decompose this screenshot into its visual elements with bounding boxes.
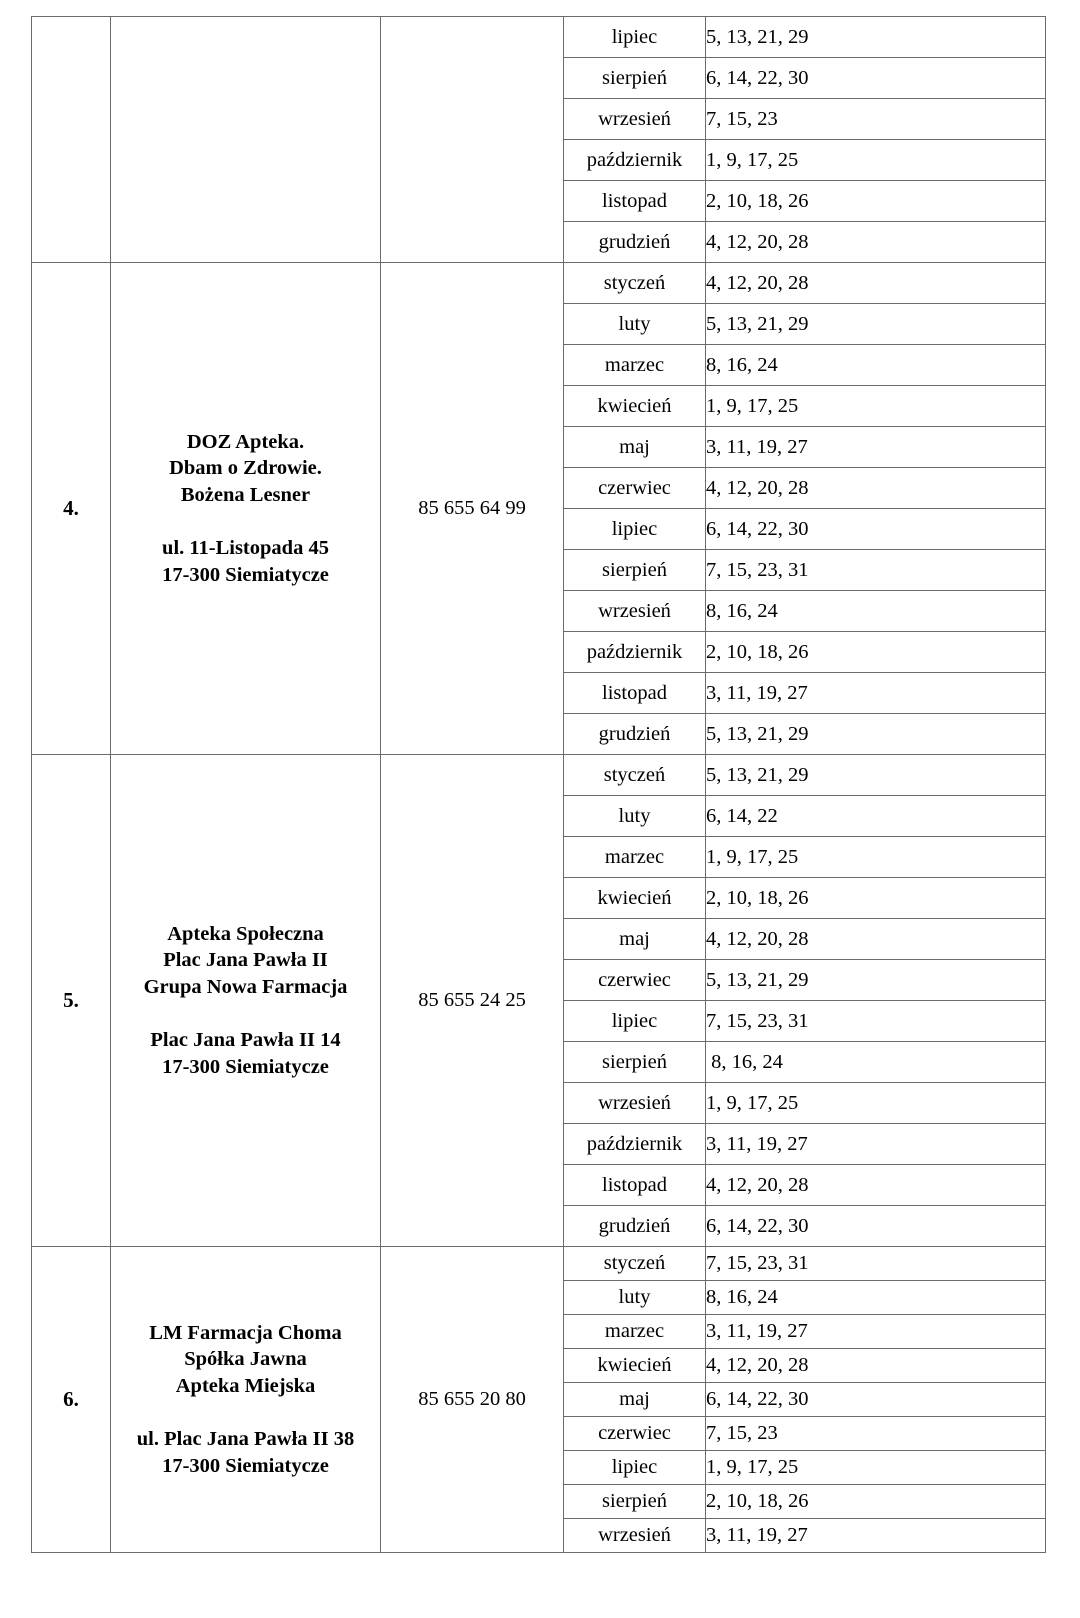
month-cell: listopad bbox=[564, 181, 706, 222]
month-cell: styczeń bbox=[564, 755, 706, 796]
month-cell: listopad bbox=[564, 1165, 706, 1206]
duty-days-cell: 8, 16, 24 bbox=[706, 1042, 1046, 1083]
month-cell: wrzesień bbox=[564, 1083, 706, 1124]
name-line: 17-300 Siemiatycze bbox=[162, 563, 329, 586]
month-cell: październik bbox=[564, 1124, 706, 1165]
name-spacer bbox=[111, 1400, 380, 1427]
table-body bbox=[32, 17, 1046, 1553]
duty-days-cell: 7, 15, 23 bbox=[706, 1417, 1046, 1451]
month-cell: maj bbox=[564, 1383, 706, 1417]
month-cell: maj bbox=[564, 919, 706, 960]
month-cell: lipiec bbox=[564, 509, 706, 550]
table-row bbox=[32, 263, 1046, 304]
duty-days-cell: 1, 9, 17, 25 bbox=[706, 140, 1046, 181]
duty-days-cell: 3, 11, 19, 27 bbox=[706, 1124, 1046, 1165]
pharmacy-phone-cell: 85 655 24 25 bbox=[381, 755, 564, 1247]
name-line: Plac Jana Pawła II bbox=[163, 949, 328, 972]
month-cell: grudzień bbox=[564, 1206, 706, 1247]
month-cell: sierpień bbox=[564, 1042, 706, 1083]
name-line: ul. Plac Jana Pawła II 38 bbox=[136, 1428, 355, 1451]
pharmacy-name-address-cell bbox=[111, 755, 381, 1247]
duty-days-cell: 4, 12, 20, 28 bbox=[706, 919, 1046, 960]
name-line: 17-300 Siemiatycze bbox=[162, 1055, 329, 1078]
month-cell: luty bbox=[564, 304, 706, 345]
pharmacy-name-address-cell bbox=[111, 263, 381, 755]
month-cell: styczeń bbox=[564, 263, 706, 304]
month-cell: sierpień bbox=[564, 550, 706, 591]
name-line: Bożena Lesner bbox=[180, 483, 311, 506]
month-cell: grudzień bbox=[564, 222, 706, 263]
pharmacy-index-cell: 6. bbox=[32, 1247, 111, 1553]
name-line: DOZ Apteka. bbox=[186, 430, 305, 453]
month-cell: wrzesień bbox=[564, 99, 706, 140]
duty-days-cell: 2, 10, 18, 26 bbox=[706, 632, 1046, 673]
pharmacy-name-address-cell bbox=[111, 1247, 381, 1553]
month-cell: lipiec bbox=[564, 17, 706, 58]
name-line: ul. 11-Listopada 45 bbox=[162, 537, 329, 560]
duty-days-cell: 4, 12, 20, 28 bbox=[706, 468, 1046, 509]
duty-days-cell: 7, 15, 23, 31 bbox=[706, 1001, 1046, 1042]
table-row bbox=[32, 755, 1046, 796]
duty-days-cell: 8, 16, 24 bbox=[706, 591, 1046, 632]
month-cell: kwiecień bbox=[564, 1349, 706, 1383]
duty-days-cell: 6, 14, 22 bbox=[706, 796, 1046, 837]
pharmacy-name-address-cell bbox=[111, 17, 381, 263]
month-cell: lipiec bbox=[564, 1001, 706, 1042]
duty-days-cell: 5, 13, 21, 29 bbox=[706, 304, 1046, 345]
name-line: Dbam o Zdrowie. bbox=[169, 457, 322, 480]
month-cell: lipiec bbox=[564, 1451, 706, 1485]
name-line: Spółka Jawna bbox=[184, 1348, 307, 1371]
duty-days-cell: 5, 13, 21, 29 bbox=[706, 960, 1046, 1001]
duty-days-cell: 1, 9, 17, 25 bbox=[706, 1451, 1046, 1485]
duty-days-cell: 3, 11, 19, 27 bbox=[706, 427, 1046, 468]
duty-days-cell: 5, 13, 21, 29 bbox=[706, 755, 1046, 796]
month-cell: grudzień bbox=[564, 714, 706, 755]
duty-days-cell: 6, 14, 22, 30 bbox=[706, 509, 1046, 550]
duty-days-cell: 4, 12, 20, 28 bbox=[706, 1349, 1046, 1383]
month-cell: wrzesień bbox=[564, 1519, 706, 1553]
name-line: Apteka Społeczna bbox=[167, 922, 324, 945]
duty-days-cell: 6, 14, 22, 30 bbox=[706, 1206, 1046, 1247]
duty-days-cell: 4, 12, 20, 28 bbox=[706, 222, 1046, 263]
month-cell: sierpień bbox=[564, 1485, 706, 1519]
month-cell: kwiecień bbox=[564, 878, 706, 919]
duty-days-cell: 7, 15, 23 bbox=[706, 99, 1046, 140]
duty-days-cell: 3, 11, 19, 27 bbox=[706, 1519, 1046, 1553]
month-cell: czerwiec bbox=[564, 468, 706, 509]
pharmacy-index-cell bbox=[32, 17, 111, 263]
duty-days-cell: 7, 15, 23, 31 bbox=[706, 550, 1046, 591]
month-cell: marzec bbox=[564, 1315, 706, 1349]
pharmacy-duty-schedule-table bbox=[31, 16, 1046, 1553]
month-cell: kwiecień bbox=[564, 386, 706, 427]
month-cell: marzec bbox=[564, 837, 706, 878]
duty-days-cell: 6, 14, 22, 30 bbox=[706, 1383, 1046, 1417]
month-cell: czerwiec bbox=[564, 1417, 706, 1451]
duty-days-cell: 1, 9, 17, 25 bbox=[706, 837, 1046, 878]
table-row bbox=[32, 17, 1046, 58]
month-cell: luty bbox=[564, 796, 706, 837]
duty-days-cell: 4, 12, 20, 28 bbox=[706, 1165, 1046, 1206]
table-row bbox=[32, 1247, 1046, 1281]
duty-days-cell: 2, 10, 18, 26 bbox=[706, 878, 1046, 919]
duty-days-cell: 4, 12, 20, 28 bbox=[706, 263, 1046, 304]
month-cell: sierpień bbox=[564, 58, 706, 99]
pharmacy-phone-cell: 85 655 20 80 bbox=[381, 1247, 564, 1553]
month-cell: wrzesień bbox=[564, 591, 706, 632]
duty-days-cell: 6, 14, 22, 30 bbox=[706, 58, 1046, 99]
duty-days-cell: 5, 13, 21, 29 bbox=[706, 17, 1046, 58]
duty-days-cell: 1, 9, 17, 25 bbox=[706, 386, 1046, 427]
duty-days-cell: 7, 15, 23, 31 bbox=[706, 1247, 1046, 1281]
duty-days-cell: 1, 9, 17, 25 bbox=[706, 1083, 1046, 1124]
name-line: 17-300 Siemiatycze bbox=[162, 1454, 329, 1477]
name-line: Apteka Miejska bbox=[175, 1374, 316, 1397]
duty-days-cell: 8, 16, 24 bbox=[706, 345, 1046, 386]
duty-days-cell: 5, 13, 21, 29 bbox=[706, 714, 1046, 755]
month-cell: listopad bbox=[564, 673, 706, 714]
name-line: Plac Jana Pawła II 14 bbox=[150, 1029, 341, 1052]
duty-days-cell: 3, 11, 19, 27 bbox=[706, 1315, 1046, 1349]
pharmacy-index-cell: 5. bbox=[32, 755, 111, 1247]
month-cell: styczeń bbox=[564, 1247, 706, 1281]
duty-days-cell: 2, 10, 18, 26 bbox=[706, 1485, 1046, 1519]
month-cell: październik bbox=[564, 140, 706, 181]
month-cell: czerwiec bbox=[564, 960, 706, 1001]
duty-days-cell: 8, 16, 24 bbox=[706, 1281, 1046, 1315]
pharmacy-index-cell: 4. bbox=[32, 263, 111, 755]
month-cell: luty bbox=[564, 1281, 706, 1315]
month-cell: październik bbox=[564, 632, 706, 673]
name-line: Grupa Nowa Farmacja bbox=[143, 975, 348, 998]
name-line: LM Farmacja Choma bbox=[149, 1321, 342, 1344]
month-cell: maj bbox=[564, 427, 706, 468]
pharmacy-phone-cell bbox=[381, 17, 564, 263]
pharmacy-phone-cell: 85 655 64 99 bbox=[381, 263, 564, 755]
duty-days-cell: 3, 11, 19, 27 bbox=[706, 673, 1046, 714]
duty-days-cell: 2, 10, 18, 26 bbox=[706, 181, 1046, 222]
name-spacer bbox=[111, 1001, 380, 1028]
name-spacer bbox=[111, 509, 380, 536]
month-cell: marzec bbox=[564, 345, 706, 386]
